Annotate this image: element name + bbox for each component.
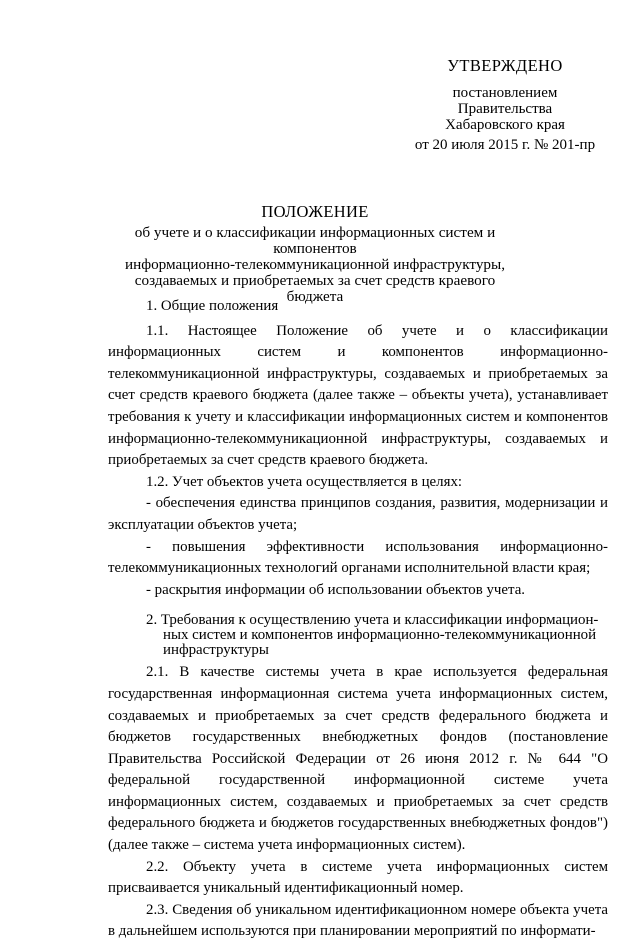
approval-title: УТВЕРЖДЕНО <box>447 56 563 75</box>
section-title-line: инфраструктуры <box>163 642 269 659</box>
list-item: - раскрытия информации об использовании объектов учета. <box>146 581 526 598</box>
paragraph: 2.2. Объекту учета в системе учета информационных систем присваивается уникальный идентификационный номер. <box>108 858 608 897</box>
paragraph: 1.2. Учет объектов учета осуществляется в целях: <box>146 473 463 490</box>
document-subtitle-line: создаваемых и приобретаемых за счет средств краевого бюджета <box>134 272 496 305</box>
paragraph: 2.3. Сведения об уникальном идентификационном номере объекта учета в дальнейшем используются при планировании мероприятий по информати- <box>108 901 608 940</box>
document-heading <box>110 204 520 305</box>
approval-line: постановлением <box>452 85 558 101</box>
document-body <box>108 296 608 943</box>
paragraph: 2.1. В качестве системы учета в крае используется федеральная государственная информационная система учета информационных систем, создаваемых и приобретаемых за счет средств федерального бюджета и бюджетов государственных внебюджетных фондов (постановление Правительства Российской Федерации от 26 июня 2012 г. № 644 "О федеральной государственной информационной системе учета информационных систем, создаваемых и приобретаемых за счет средств федерального бюджета и бюджетов государственных внебюджетных фондов") (далее также – система учета информационных систем). <box>108 664 608 854</box>
document-title: ПОЛОЖЕНИЕ <box>261 202 369 221</box>
approval-date: от 20 июля 2015 г. № 201-пр <box>414 137 596 153</box>
document-subtitle-line: об учете и о классификации информационных систем и компонентов <box>134 224 496 257</box>
list-item: - обеспечения единства принципов создания, развития, модернизации и эксплуатации объектов учета; <box>108 495 608 533</box>
section-title-line: ных систем и компонентов информационно-телекоммуникационной <box>163 627 597 644</box>
document-subtitle-line: информационно-телекоммуникационной инфраструктуры, <box>124 256 506 273</box>
approval-stamp <box>400 58 610 153</box>
approval-line: Правительства <box>457 101 553 117</box>
section-title-line: 2. Требования к осуществлению учета и классификации информацион- <box>146 612 599 629</box>
approval-line: Хабаровского края <box>445 117 565 133</box>
section-title: 1. Общие положения <box>146 298 279 314</box>
list-item: - повышения эффективности использования информационно-телекоммуникационных технологий органами исполнительной власти края; <box>108 538 608 577</box>
section-title <box>146 613 608 658</box>
paragraph: 1.1. Настоящее Положение об учете и о классификации информационных систем и компонентов информационно-телекоммуникационной инфраструктуры, создаваемых и приобретаемых за счет средств краевого бюджета (далее также – объекты учета), устанавливает требования к учету и классификации информационных систем и компонентов информационно-телекоммуникационной инфраструктуры, создаваемых и приобретаемых за счет средств краевого бюджета. <box>108 322 608 469</box>
